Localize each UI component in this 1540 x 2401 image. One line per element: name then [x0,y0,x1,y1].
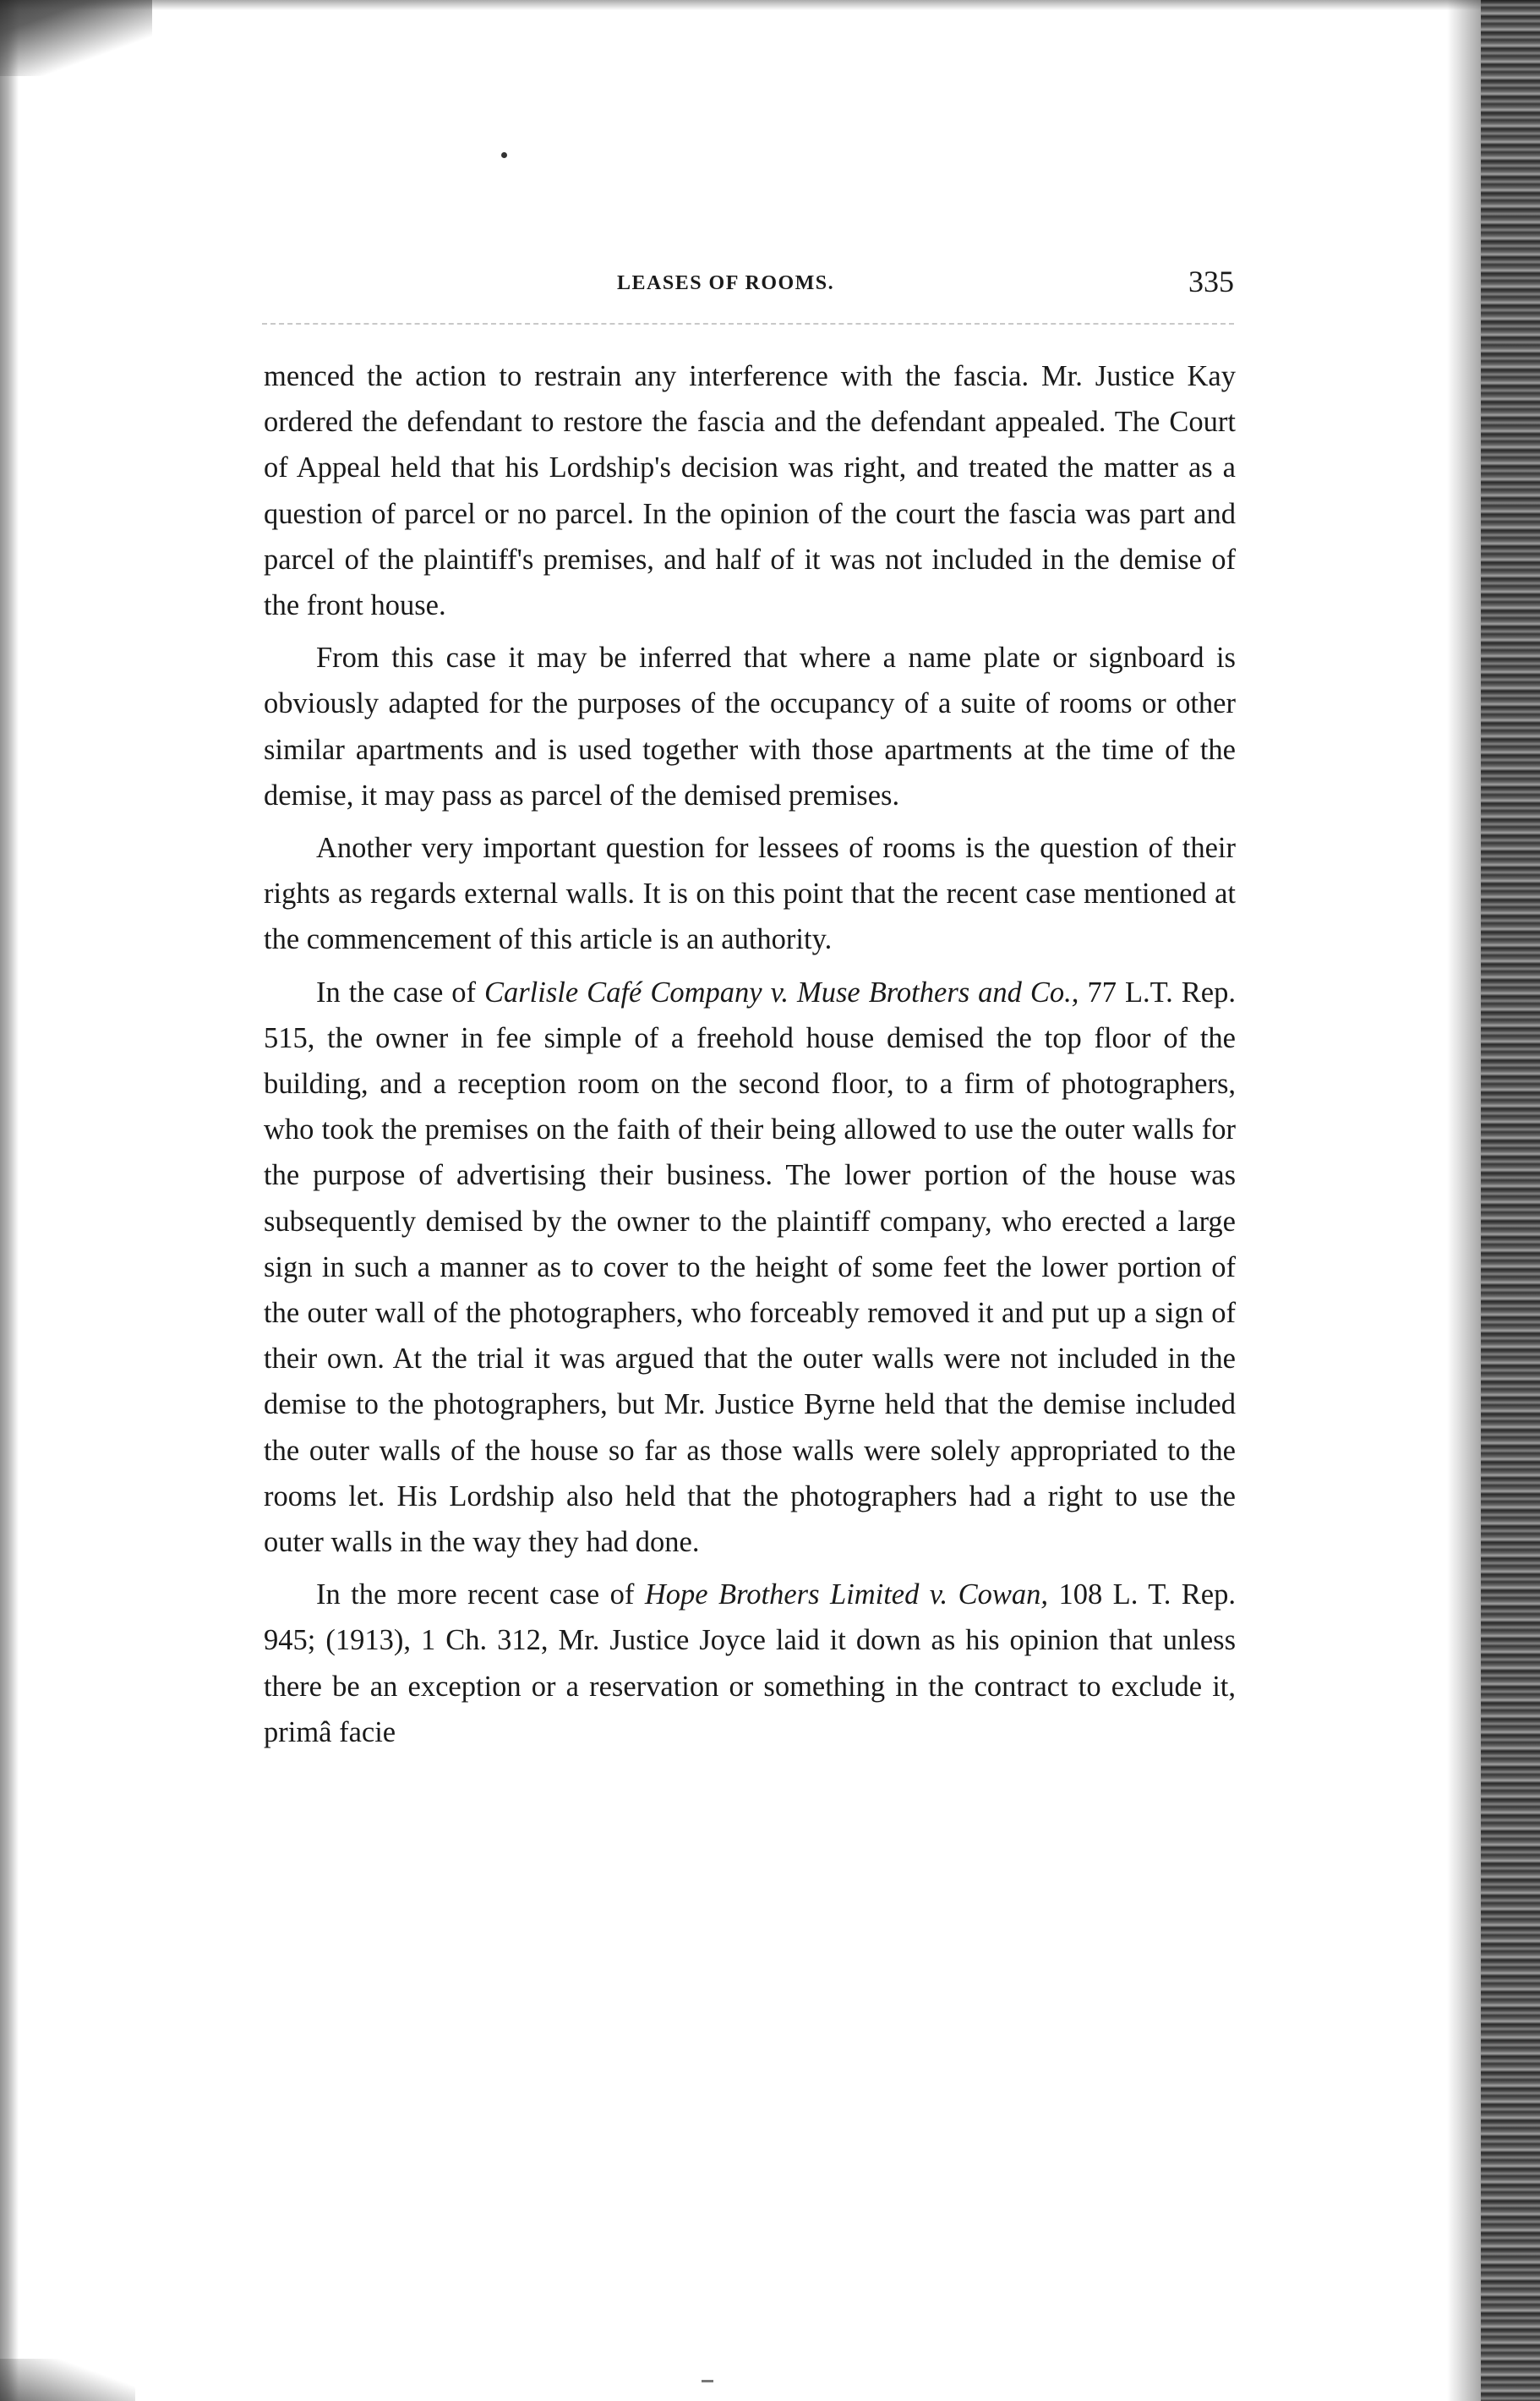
scan-binding-shadow [1447,0,1481,2401]
paragraph-lead: In the more recent case of [316,1578,645,1611]
paragraph-lead: In the case of [316,976,484,1009]
scan-binding-edge [1481,0,1540,2401]
case-name-hope: Hope Brothers Limited v. Cowan, [644,1578,1049,1611]
case-name-carlisle: Carlisle Café Company v. Muse Brothers and Co., [484,976,1079,1009]
page-body [264,353,1236,1755]
paragraph-text: 77 L.T. Rep. 515, the owner in fee simple of a freehold house demised the top floor of the building, and a reception room on the second floor, to a firm of photographers, who took the premises on the faith of their being allowed to use the outer walls for the purpose of advertising their business. The lower portion of the house was subsequently demised by the owner to the plaintiff company, who erected a large sign in such a manner as to cover to the height of some feet the lower portion of the outer wall of the photographers, who forceably removed it and put up a sign of their own. At the trial it was argued that the outer walls were not included in the demise to the photographers, but Mr. Justice Byrne held that the demise included the outer walls of the house so far as those walls were solely appropriated to the rooms let. His Lordship also held that the photographers had a right to use the outer walls in the way they had done. [264,976,1236,1559]
running-head: LEASES OF ROOMS. [617,272,835,294]
scan-speck [501,152,507,158]
page-number: 335 [1188,265,1234,298]
page-header [262,264,1234,306]
scan-corner-shadow [0,0,152,76]
paragraph-hope-case [264,1572,1236,1755]
header-rule [262,323,1234,325]
paragraph-continuation: menced the action to restrain any interference with the fascia. Mr. Justice Kay ordered the defendant to restore the fascia and the defendant appealed. The Court of Appeal held that his Lordship's decision was right, and treated the matter as a question of parcel or no parcel. In the opinion of the court the fascia was part and parcel of the plaintiff's premises, and half of it was not included in the demise of the front house. [264,360,1236,622]
paragraph-inference: From this case it may be inferred that where a name plate or signboard is obviously adapted for the purposes of the occupancy of a suite of rooms or other similar apartments and is used together with those apartments at the time of the demise, it may pass as parcel of the demised premises. [264,642,1236,812]
scan-bottom-shadow [0,2359,135,2401]
paragraph-text: 108 L. T. Rep. 945; (1913), 1 Ch. 312, Mr. Justice Joyce laid it down as his opinion that unless there be an exception or a reservation or something in the contract to exclude it, primâ facie [264,1578,1236,1748]
paragraph-external-walls: Another very important question for lessees of rooms is the question of their rights as regards external walls. It is on this point that the recent case mentioned at the commencement of this article is an authority. [264,832,1236,956]
paragraph-carlisle-case [264,970,1236,1566]
scan-top-edge [0,0,1540,10]
footer-mark [702,2380,713,2382]
scan-left-edge [0,0,19,2401]
